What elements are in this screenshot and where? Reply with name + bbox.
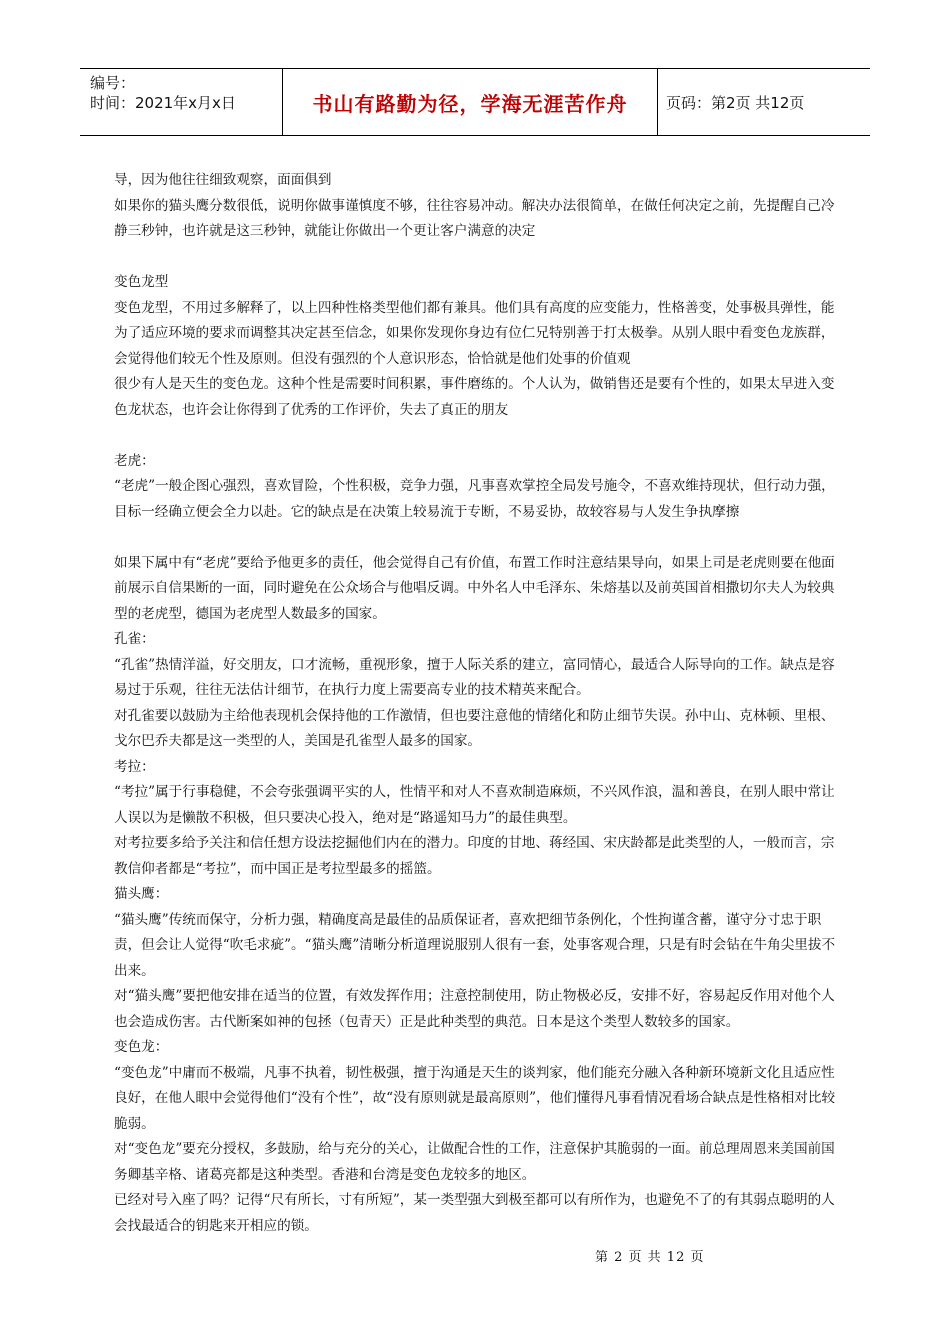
body-paragraph: 如果你的猫头鹰分数很低，说明你做事谨慎度不够，往往容易冲动。解决办法很简单，在做任何决定之前，先提醒自己冷静三秒钟，也许就是这三秒钟，就能让你做出一个更让客户满意的决定 (114, 197, 835, 239)
body-paragraph: 变色龙： (114, 1039, 169, 1055)
body-paragraph: 变色龙型，不用过多解释了，以上四种性格类型他们都有兼具。他们具有高度的应变能力，性格善变，处事极具弹性，能为了适应环境的要求而调整其决定甚至信念，如果你发现你身边有位仁兄特别善于打太极拳。从别人眼中看变色龙族群，会觉得他们较无个性及原则。但没有强烈的个人意识形态，恰恰就是他们处事的价值观 (114, 299, 835, 367)
document-header (80, 68, 870, 136)
body-paragraph: 很少有人是天生的变色龙。这种个性是需要时间积累，事件磨练的。个人认为，做销售还是要有个性的，如果太早进入变色龙状态，也许会让你得到了优秀的工作评价，失去了真正的朋友 (114, 376, 835, 418)
body-paragraph: “考拉”属于行事稳健，不会夸张强调平实的人，性情平和对人不喜欢制造麻烦，不兴风作浪，温和善良，在别人眼中常让人误以为是懒散不积极，但只要决心投入，绝对是“路遥知马力”的最佳典型。 (114, 784, 835, 826)
body-paragraph: 猫头鹰： (114, 886, 169, 902)
header-page-info: 页码：第2页 共12页 (666, 93, 805, 112)
body-paragraph: 对孔雀要以鼓励为主给他表现机会保持他的工作激情，但也要注意他的情绪化和防止细节失误。孙中山、克林顿、里根、戈尔巴乔夫都是这一类型的人，美国是孔雀型人最多的国家。 (114, 707, 835, 749)
body-paragraph: 孔雀： (114, 631, 155, 647)
header-motto: 书山有路勤为径，学海无涯苦作舟 (312, 91, 628, 116)
body-paragraph: 对考拉要多给予关注和信任想方设法挖掘他们内在的潜力。印度的甘地、蒋经国、宋庆龄都是此类型的人，一般而言，宗教信仰者都是“考拉”，而中国正是考拉型最多的摇篮。 (114, 835, 835, 877)
paragraph-spacer (114, 423, 838, 449)
body-paragraph: 老虎： (114, 452, 155, 469)
body-paragraph: “猫头鹰”传统而保守，分析力强，精确度高是最佳的品质保证者，喜欢把细节条例化，个性拘谨含蓄，谨守分寸忠于职责，但会让人觉得“吹毛求疵”。“猫头鹰”清晰分析道理说服别人很有一套，处事客观合理，只是有时会钻在牛角尖里拔不出来。 (114, 911, 836, 979)
body-paragraph: 对“猫头鹰”要把他安排在适当的位置，有效发挥作用；注意控制使用，防止物极必反，安排不好，容易起反作用对他个人也会造成伤害。古代断案如神的包拯（包青天）正是此种类型的典范。日本是这个类型人数较多的国家。 (114, 988, 835, 1030)
paragraph-spacer (114, 525, 838, 551)
body-paragraph: 考拉： (114, 758, 155, 775)
header-page-cell (658, 69, 870, 135)
body-paragraph: 如果下属中有“老虎”要给予他更多的责任，他会觉得自己有价值，布置工作时注意结果导向，如果上司是老虎则要在他面前展示自信果断的一面，同时避免在公众场合与他唱反调。中外名人中毛泽东、朱熔基以及前英国首相撒切尔夫人为较典型的老虎型，德国为老虎型人数最多的国家。 (114, 554, 835, 622)
header-left-cell (80, 69, 282, 135)
body-paragraph: “孔雀”热情洋溢，好交朋友，口才流畅，重视形象，擅于人际关系的建立，富同情心，最适合人际导向的工作。缺点是容易过于乐观，往往无法估计细节，在执行力度上需要高专业的技术精英来配合。 (114, 656, 835, 698)
document-time-label: 时间：2021年x月x日 (90, 94, 236, 112)
paragraph-spacer (114, 245, 838, 271)
header-motto-cell (282, 69, 658, 135)
body-paragraph: “老虎”一般企图心强烈，喜欢冒险，个性积极，竞争力强，凡事喜欢掌控全局发号施令，不喜欢维持现状，但行动力强，目标一经确立便会全力以赴。它的缺点是在决策上较易流于专断，不易妥协，故较容易与人发生争执摩擦 (114, 478, 835, 520)
document-number-label: 编号： (90, 74, 136, 92)
body-paragraph: 已经对号入座了吗？记得“尺有所长，寸有所短”，某一类型强大到极至都可以有所作为，也避免不了的有其弱点聪明的人会找最适合的钥匙来开相应的锁。 (114, 1192, 835, 1234)
body-paragraph: 对“变色龙”要充分授权，多鼓励，给与充分的关心，让做配合性的工作，注意保护其脆弱的一面。前总理周恩来美国前国务卿基辛格、诸葛亮都是这种类型。香港和台湾是变色龙较多的地区。 (114, 1141, 835, 1183)
page-footer: 第 2 页 共 12 页 (595, 1250, 705, 1265)
document-body (114, 168, 838, 1239)
body-paragraph: 导，因为他往往细致观察，面面俱到 (114, 172, 332, 188)
body-paragraph: “变色龙”中庸而不极端，凡事不执着，韧性极强，擅于沟通是天生的谈判家，他们能充分融入各种新环境新文化且适应性良好，在他人眼中会觉得他们“没有个性”，故“没有原则就是最高原则”，他们懂得凡事看情况看场合缺点是性格相对比较脆弱。 (114, 1064, 836, 1132)
body-paragraph: 变色龙型 (114, 274, 169, 290)
